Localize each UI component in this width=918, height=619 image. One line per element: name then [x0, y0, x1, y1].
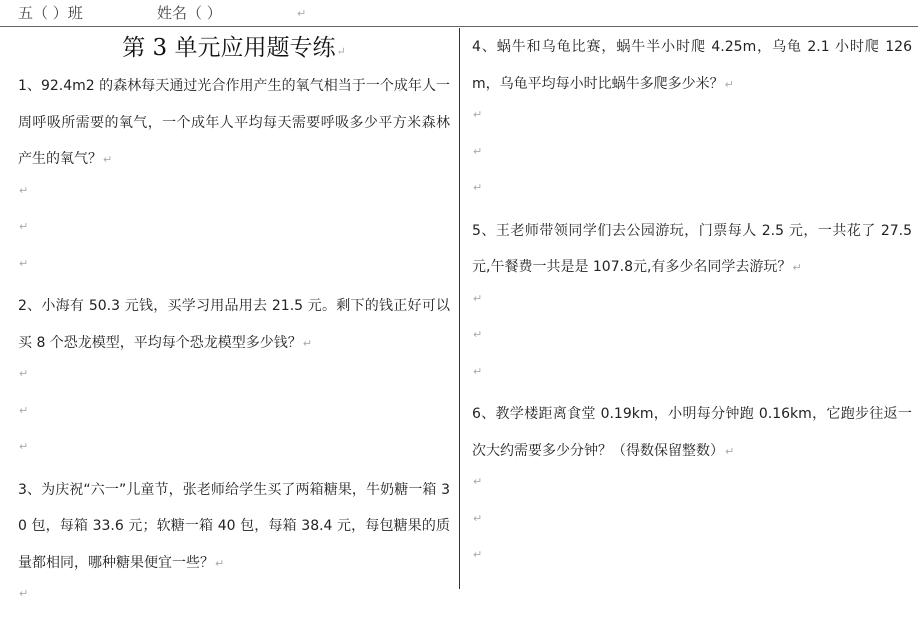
header-divider — [0, 26, 918, 27]
answer-line — [18, 362, 450, 399]
paragraph-mark-icon: ↵ — [473, 511, 483, 525]
class-label: 五（ ）班 — [18, 4, 83, 22]
question-5: 5、王老师带领同学们去公园游玩，门票每人 2.5 元，一共花了 27.5元,午餐费一共是是 107.8元,有多少名同学去游玩？↵ — [472, 222, 912, 275]
column-divider — [459, 28, 460, 589]
answer-line — [18, 252, 450, 289]
answer-line — [472, 543, 912, 580]
answer-line — [472, 470, 912, 507]
paragraph-mark-icon: ↵ — [473, 475, 483, 488]
paragraph-mark-icon: ↵ — [215, 556, 225, 570]
paragraph-mark-icon: ↵ — [473, 548, 483, 561]
question-1: 1、92.4m2 的森林每天通过光合作用产生的氧气相当于一个成年人一周呼吸所需要的氧气，一个成年人平均每天需要呼吸多少平方米森林产生的氧气？↵ — [18, 78, 450, 167]
answer-line — [18, 399, 450, 436]
student-info-header — [0, 0, 918, 27]
paragraph-mark-icon: ↵ — [19, 367, 29, 380]
answer-line — [472, 176, 912, 213]
question-2: 2、小海有 50.3 元钱，买学习用品用去 21.5 元。剩下的钱正好可以买 8 个恐龙模型，平均每个恐龙模型多少钱？↵ — [18, 298, 450, 351]
paragraph-mark-icon: ↵ — [19, 440, 29, 453]
paragraph-mark-icon: ↵ — [103, 153, 113, 166]
paragraph-mark-icon: ↵ — [297, 7, 307, 20]
answer-line — [472, 323, 912, 360]
answer-line — [18, 179, 450, 216]
answer-line — [18, 215, 450, 252]
answer-line — [472, 287, 912, 324]
paragraph-mark-icon: ↵ — [19, 587, 29, 600]
paragraph-mark-icon: ↵ — [473, 108, 483, 121]
paragraph-mark-icon: ↵ — [336, 45, 346, 58]
paragraph-mark-icon: ↵ — [302, 336, 313, 350]
answer-line — [472, 360, 912, 397]
question-4: 4、蜗牛和乌龟比赛，蜗牛半小时爬 4.25m，乌龟 2.1 小时爬 126m，乌龟平均每小时比蜗牛多爬多少米？↵ — [472, 39, 912, 92]
paragraph-mark-icon: ↵ — [19, 256, 29, 270]
answer-line — [18, 435, 450, 472]
paragraph-mark-icon: ↵ — [473, 364, 483, 378]
page-title: 第 3 单元应用题专练↵ — [122, 35, 346, 61]
paragraph-mark-icon: ↵ — [473, 291, 483, 305]
answer-line — [18, 582, 450, 619]
left-column — [18, 28, 450, 600]
paragraph-mark-icon: ↵ — [19, 220, 29, 233]
question-3: 3、为庆祝“六一”儿童节，张老师给学生买了两箱糖果，牛奶糖一箱 30 包，每箱 33.6 元；软糖一箱 40 包，每箱 38.4 元，每包糖果的质量都相同，哪种糖果便宜一些？↵ — [18, 481, 450, 571]
name-label: 姓名（ ） — [157, 4, 222, 22]
answer-line — [472, 103, 912, 140]
paragraph-mark-icon: ↵ — [792, 261, 802, 274]
paragraph-mark-icon: ↵ — [19, 403, 29, 417]
answer-line — [472, 507, 912, 544]
paragraph-mark-icon: ↵ — [725, 444, 735, 458]
paragraph-mark-icon: ↵ — [724, 77, 734, 91]
paragraph-mark-icon: ↵ — [473, 328, 483, 341]
answer-line — [472, 140, 912, 177]
paragraph-mark-icon: ↵ — [473, 144, 483, 158]
question-6: 6、教学楼距离食堂 0.19km，小明每分钟跑 0.16km，它跑步往返一次大约需要多少分钟？（得数保留整数）↵ — [472, 406, 912, 459]
paragraph-mark-icon: ↵ — [19, 183, 29, 197]
paragraph-mark-icon: ↵ — [473, 181, 483, 194]
right-column — [472, 28, 912, 589]
